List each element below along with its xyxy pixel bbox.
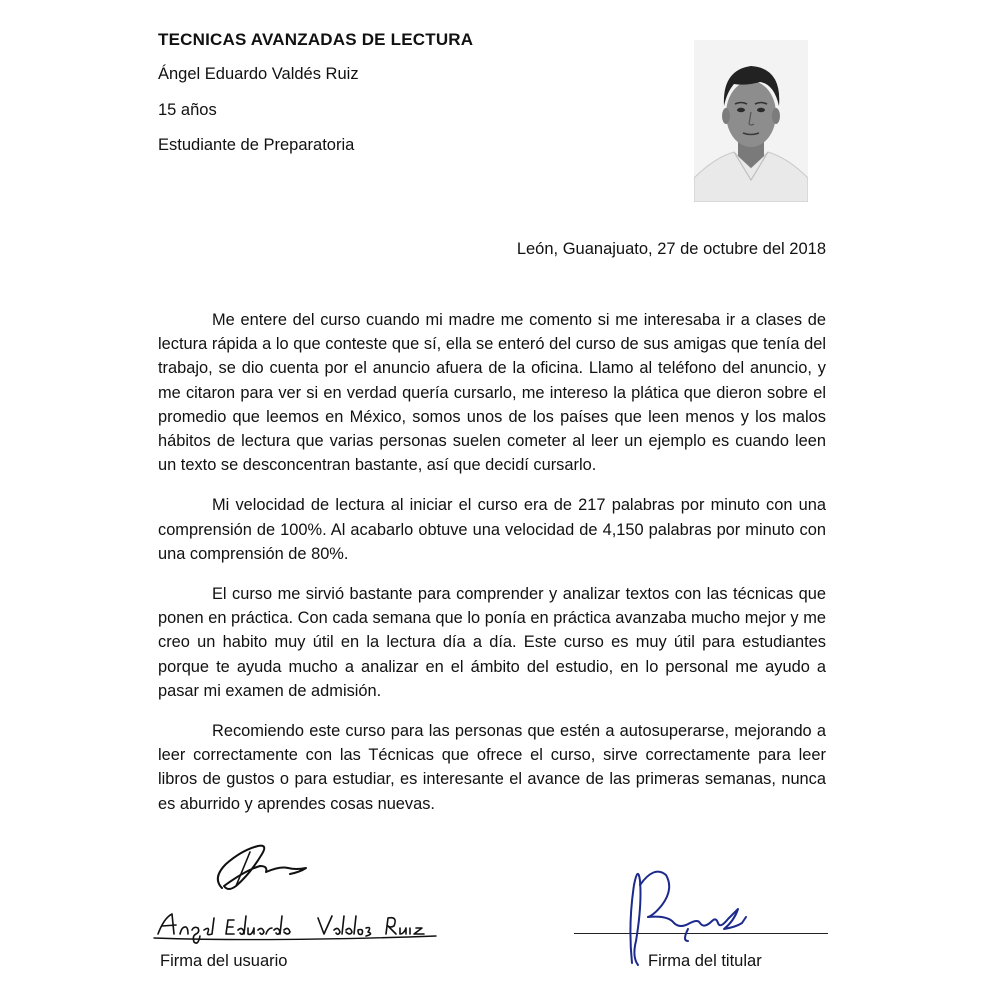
paragraph-3: El curso me sirvió bastante para comprender y analizar textos con las técnicas que ponen en práctica. Con cada semana que lo ponía en práctica avanzaba mucho mejor y me creo un habito muy útil en la lectura día a día. Este curso es muy útil para estudiantes porque te ayuda mucho a analizar en el ámbito del estudio, en lo personal me ayudo a pasar mi examen de admisión. [158, 585, 826, 700]
titular-signature-caption: Firma del titular [648, 952, 762, 970]
user-signature-drawing [150, 830, 450, 950]
author-name: Ángel Eduardo Valdés Ruiz [158, 65, 359, 83]
user-signature [150, 830, 450, 950]
user-signature-caption: Firma del usuario [160, 952, 288, 970]
paragraph-1: Me entere del curso cuando mi madre me comento si me interesaba ir a clases de lectura rápida a lo que conteste que sí, ella se enteró del curso de sus amigas que tenía del trabajo, se dio cuenta por el anuncio afuera de la oficina. Llamo al teléfono del anuncio, y me citaron para ver si en verdad quería cursarlo, me intereso la plática que dieron sobre el promedio que leemos en México, somos unos de los países que leen menos y los malos hábitos de lectura que varias personas suelen cometer al leer un ejemplo es cuando leen un texto se desconcentran bastante, así que decidí cursarlo. [158, 311, 826, 475]
document-title: TECNICAS AVANZADAS DE LECTURA [158, 30, 474, 49]
portrait-image [694, 40, 808, 202]
author-age: 15 años [158, 101, 217, 119]
letter-body [158, 308, 826, 832]
author-occupation: Estudiante de Preparatoria [158, 136, 355, 154]
paragraph-2: Mi velocidad de lectura al iniciar el curso era de 217 palabras por minuto con una comprensión de 100%. Al acabarlo obtuve una velocidad de 4,150 palabras por minuto con una comprensión de 80%. [158, 496, 826, 563]
paragraph-4: Recomiendo este curso para las personas que estén a autosuperarse, mejorando a leer correctamente con las Técnicas que ofrece el curso, sirve correctamente para leer libros de gustos o para estudiar, es interesante el avance de las primeras semanas, nunca es aburrido y aprendes cosas nuevas. [158, 722, 826, 813]
date-line: León, Guanajuato, 27 de octubre del 2018 [516, 240, 826, 258]
author-photo [694, 40, 808, 202]
